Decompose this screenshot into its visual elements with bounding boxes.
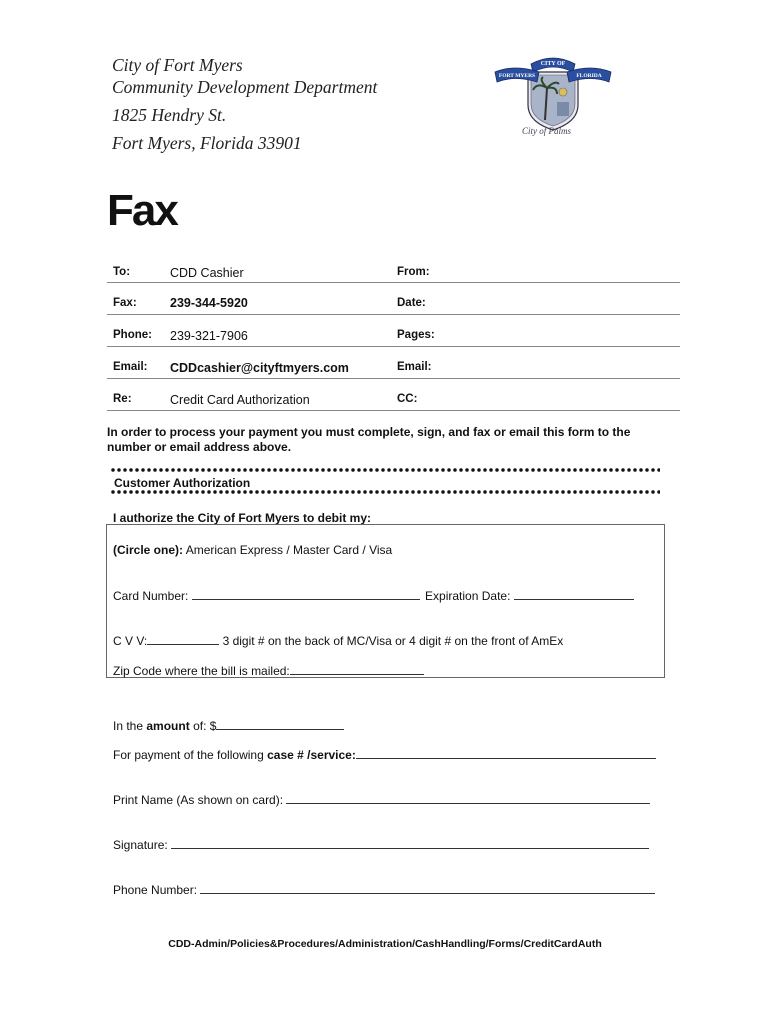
fax-value: 239-344-5920	[170, 296, 248, 310]
print-name-row	[113, 791, 650, 807]
instructions-text: In order to process your payment you must complete, sign, and fax or email this form to the number or email address above.	[107, 425, 631, 454]
fax-label: Fax:	[113, 297, 137, 309]
cc-label: CC:	[397, 393, 418, 405]
seal-ribbon-top: CITY OF	[540, 61, 566, 67]
card-number-row	[113, 587, 634, 603]
dotted-divider-bottom	[110, 490, 660, 494]
case-service-field[interactable]	[356, 746, 656, 759]
signature-field[interactable]	[171, 836, 649, 849]
card-number-label: Card Number:	[113, 589, 189, 603]
amount-bold-label: amount	[146, 719, 190, 733]
address-line-department: Community Development Department	[112, 77, 378, 97]
phone-number-row	[113, 881, 655, 897]
phone-label: Phone:	[113, 329, 152, 341]
email-value: CDDcashier@cityftmyers.com	[170, 361, 349, 375]
divider	[107, 314, 680, 315]
authorize-text: I authorize the City of Fort Myers to debit my:	[113, 511, 372, 525]
address-line-citystatezip: Fort Myers, Florida 33901	[112, 133, 302, 153]
for-payment-bold-label: case # /service:	[267, 748, 356, 762]
phone-number-field[interactable]	[200, 881, 655, 894]
amount-suffix: of: $	[193, 719, 217, 733]
seal-ribbon-right: FLORIDA	[576, 73, 602, 79]
signature-row	[113, 836, 649, 852]
zip-row	[113, 662, 424, 678]
for-payment-prefix: For payment of the following	[113, 748, 264, 762]
cvv-row	[113, 632, 563, 648]
for-payment-row	[113, 746, 656, 762]
divider	[107, 346, 680, 347]
print-name-field[interactable]	[286, 791, 650, 804]
email2-label: Email:	[397, 361, 432, 373]
dotted-divider-top	[110, 468, 660, 472]
re-value: Credit Card Authorization	[170, 393, 310, 407]
cvv-note: 3 digit # on the back of MC/Visa or 4 digit # on the front of AmEx	[222, 634, 564, 648]
from-label: From:	[397, 266, 430, 278]
zip-label: Zip Code where the bill is mailed:	[113, 664, 290, 678]
phone-number-label: Phone Number:	[113, 883, 198, 897]
seal-ribbon-left: FORT MYERS	[498, 73, 536, 79]
cvv-field[interactable]	[147, 632, 219, 645]
footer-path: CDD-Admin/Policies&Procedures/Administration/CashHandling/Forms/CreditCardAuth	[168, 938, 602, 950]
re-label: Re:	[113, 393, 132, 405]
pages-label: Pages:	[397, 329, 435, 341]
expiration-label: Expiration Date:	[425, 589, 511, 603]
seal-tagline: City of Palms	[522, 126, 571, 136]
card-types[interactable]: American Express / Master Card / Visa	[185, 543, 393, 557]
expiration-date-field[interactable]	[514, 587, 634, 600]
city-seal-icon	[493, 50, 613, 138]
circle-one-label: (Circle one):	[113, 543, 184, 557]
date-label: Date:	[397, 297, 426, 309]
divider	[107, 378, 680, 379]
print-name-label: Print Name (As shown on card):	[113, 793, 284, 807]
city-seal-logo	[493, 50, 613, 138]
zip-field[interactable]	[290, 662, 424, 675]
circle-one-row	[113, 543, 392, 557]
cvv-label: C V V:	[113, 634, 148, 648]
to-value: CDD Cashier	[170, 266, 244, 280]
divider	[107, 282, 680, 283]
to-label: To:	[113, 266, 131, 278]
page-title: Fax	[107, 186, 177, 235]
amount-prefix: In the	[113, 719, 144, 733]
customer-authorization-heading: Customer Authorization	[114, 476, 251, 490]
email-label: Email:	[113, 361, 148, 373]
address-line-city: City of Fort Myers	[112, 55, 243, 75]
amount-field[interactable]	[216, 717, 344, 730]
card-number-field[interactable]	[192, 587, 420, 600]
divider	[107, 410, 680, 411]
amount-row	[113, 717, 344, 733]
address-line-street: 1825 Hendry St.	[112, 105, 227, 125]
phone-value: 239-321-7906	[170, 329, 248, 343]
signature-label: Signature:	[113, 838, 168, 852]
